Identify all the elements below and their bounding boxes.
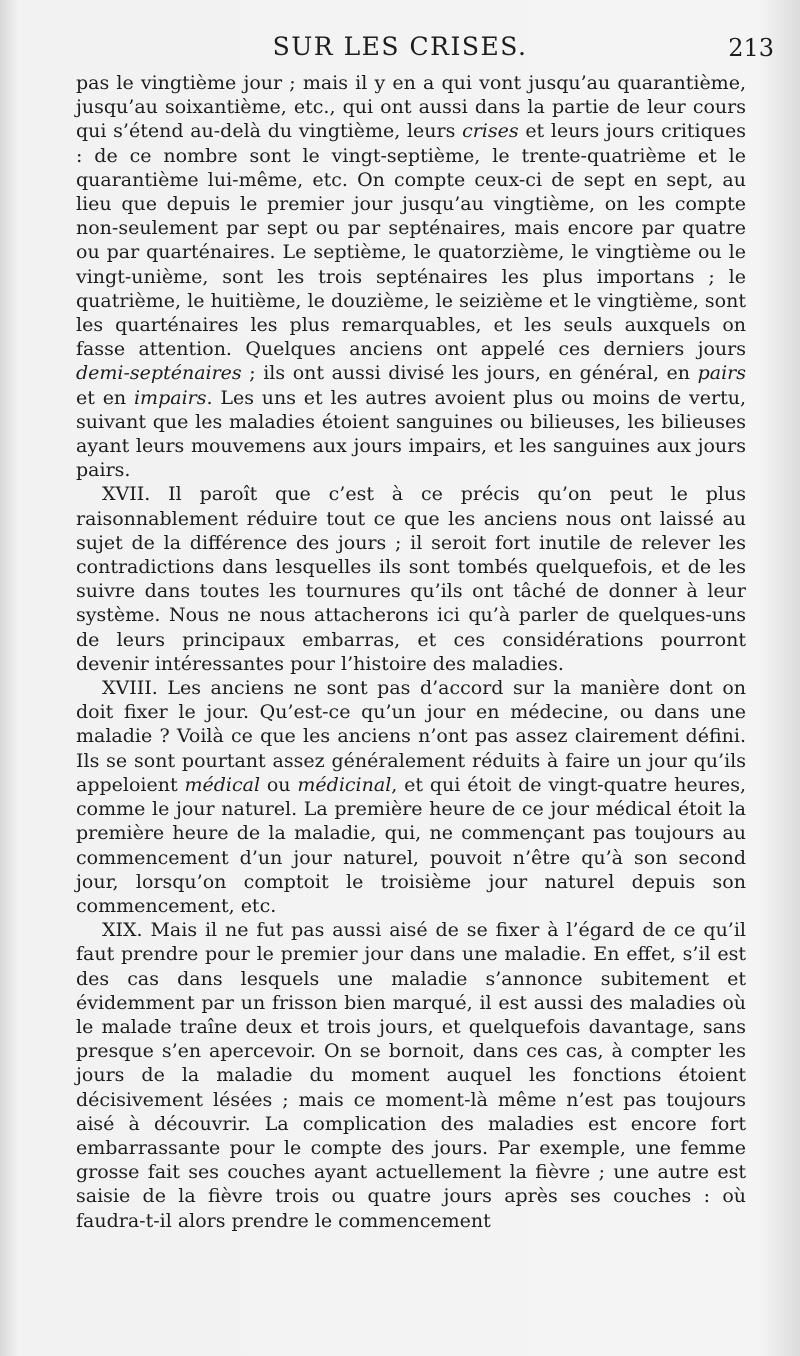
paragraph xyxy=(76,918,746,1233)
italic-text: crises xyxy=(462,120,519,143)
italic-text: demi-septénaires xyxy=(76,362,242,385)
text-run: XVIII. Les anciens ne sont pas d’accord sur la manière dont on doit fixer le jour. Qu’est-ce qu’un jour en médecine, ou dans une maladie ? Voilà ce que les anciens n’ont pas assez clairement défini. Ils se sont pourtant assez généralement réduits à faire un jour qu’ils appeloient xyxy=(76,677,746,796)
text-run: . Les uns et les autres avoient plus ou moins de vertu, suivant que les maladies étoient sanguines ou bilieuses, les bilieuses ayant leurs mouvemens aux jours impairs, et les sanguines aux jours pairs. xyxy=(76,386,746,482)
text-run: XIX. Mais il ne fut pas aussi aisé de se fixer à l’égard de ce qu’il faut prendre pour le premier jour dans une maladie. En effet, s’il est des cas dans lesquels une maladie s’annonce subitement et évidemment par un frisson bien marqué, il est aussi des maladies où le malade traîne deux et trois jours, et quelquefois davantage, sans presque s’en apercevoir. On se bornoit, dans ces cas, à compter les jours de la maladie du moment auquel les fonctions étoient décisivement lésées ; mais ce moment-là même n’est pas toujours aisé à découvrir. La complication des maladies est encore fort embarrassante pour le compte des jours. Par exemple, une femme grosse fait ses couches ayant actuellement la fièvre ; une autre est saisie de la fièvre trois ou quatre jours après ses couches : où faudra-t-il alors prendre le commencement xyxy=(76,919,746,1232)
body-text xyxy=(76,71,746,1233)
paragraph xyxy=(76,676,746,918)
italic-text: médical xyxy=(184,773,261,796)
text-run: et leurs jours critiques : de ce nombre sont le vingt-septième, le trente-quatrième et le quarantième lui-même, etc. On compte ceux-ci de sept en sept, au lieu que depuis le premier jour jusqu’au vingtième, on les compte non-seulement par sept ou par septénaires, mais encore par quatre ou par quarténaires. Le septième, le quatorzième, le vingtième ou le vingt-unième, sont les trois septénaires les plus importans ; le quatrième, le huitième, le douzième, le seizième et le vingtième, sont les quarténaires les plus remarquables, et les seuls auxquels on fasse attention. Quelques anciens ont appelé ces derniers jours xyxy=(76,120,746,361)
italic-text: pairs xyxy=(697,362,746,385)
text-run: et en xyxy=(76,386,134,409)
italic-text: médicinal xyxy=(297,773,392,796)
paragraph xyxy=(76,71,746,482)
page-number: 213 xyxy=(728,34,774,62)
page-header xyxy=(0,30,800,64)
italic-text: impairs xyxy=(133,386,207,409)
text-run: ou xyxy=(260,773,298,796)
paragraph xyxy=(76,482,746,676)
text-run: XVII. Il paroît que c’est à ce précis qu’on peut le plus raisonnablement réduire tout ce que les anciens nous ont laissé au sujet de la différence des jours ; il seroit fort inutile de relever les contradictions dans lesquelles ils sont tombés quelquefois, et de les suivre dans toutes les tournures qu’ils ont tâché de donner à leur système. Nous ne nous attacherons ici qu’à parler de quelques-uns de leurs principaux embarras, et ces considérations pourront devenir intéressantes pour l’histoire des maladies. xyxy=(76,483,746,675)
text-run: ; ils ont aussi divisé les jours, en général, en xyxy=(241,362,698,385)
text-run: pas le vingtième jour ; mais il y en a qui vont jusqu’au quarantième, jusqu’au soixantième, etc., qui ont aussi dans la partie de leur cours qui s’étend au-delà du vingtième, leurs xyxy=(76,72,746,143)
running-title: SUR LES CRISES. xyxy=(272,32,528,61)
text-run: , et qui étoit de vingt-quatre heures, comme le jour naturel. La première heure de ce jour médical étoit la première heure de la maladie, qui, ne commençant pas toujours au commencement d’un jour naturel, pouvoit n’être qu’à son second jour, lorsqu’on comptoit le troisième jour naturel depuis son commencement, etc. xyxy=(76,773,746,917)
